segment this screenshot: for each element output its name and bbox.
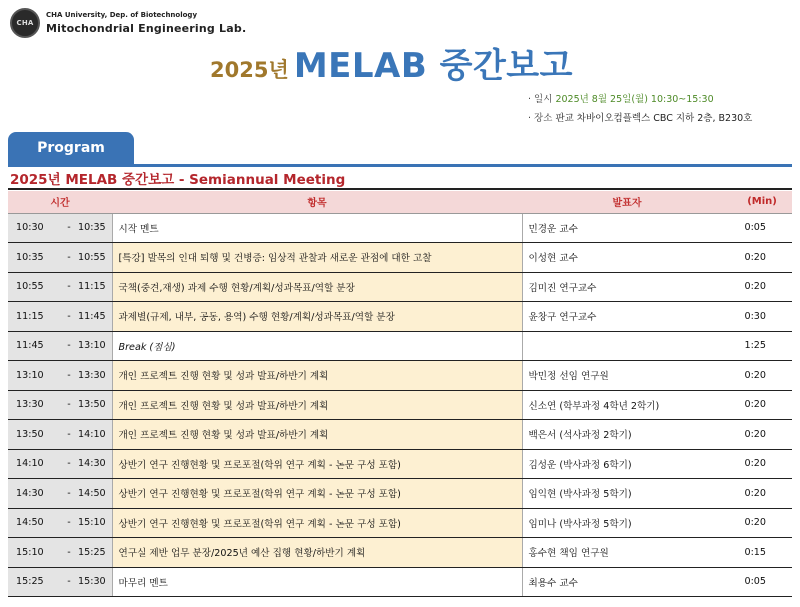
row-presenter: 임미나 (박사과정 5학기) xyxy=(522,508,732,538)
row-duration: 0:20 xyxy=(732,420,792,450)
date-label: · 일시 xyxy=(528,94,553,105)
row-duration: 0:05 xyxy=(732,213,792,243)
row-start-time: 10:30 xyxy=(8,213,62,243)
university-logo-icon: CHA xyxy=(10,8,40,38)
row-start-time: 15:10 xyxy=(8,538,62,568)
row-presenter: 최용수 교수 xyxy=(522,567,732,597)
program-tab: Program xyxy=(8,132,134,164)
table-row xyxy=(8,390,792,420)
row-presenter: 민경운 교수 xyxy=(522,213,732,243)
row-end-time: 10:55 xyxy=(76,243,112,273)
event-info xyxy=(528,90,752,128)
row-presenter: 신소연 (학부과정 4학년 2학기) xyxy=(522,390,732,420)
row-item: 연구실 제반 업무 분장/2025년 예산 집행 현황/하반기 계획 xyxy=(112,538,522,568)
row-end-time: 14:30 xyxy=(76,449,112,479)
schedule-body xyxy=(8,213,792,597)
table-row xyxy=(8,538,792,568)
row-presenter: 이성현 교수 xyxy=(522,243,732,273)
row-duration: 0:20 xyxy=(732,508,792,538)
row-start-time: 10:55 xyxy=(8,272,62,302)
row-item: 상반기 연구 진행현황 및 프로포절(학위 연구 계획 - 논문 구성 포함) xyxy=(112,508,522,538)
date-line xyxy=(528,90,752,109)
row-start-time: 11:45 xyxy=(8,331,62,361)
title-year: 2025년 xyxy=(210,58,289,82)
schedule-table xyxy=(8,191,792,597)
row-time-separator: - xyxy=(62,302,76,332)
row-item: 개인 프로젝트 진행 현황 및 성과 발표/하반기 계획 xyxy=(112,390,522,420)
row-time-separator: - xyxy=(62,243,76,273)
row-time-separator: - xyxy=(62,508,76,538)
row-time-separator: - xyxy=(62,420,76,450)
row-item: 개인 프로젝트 진행 현황 및 성과 발표/하반기 계획 xyxy=(112,420,522,450)
row-duration: 0:30 xyxy=(732,302,792,332)
row-time-separator: - xyxy=(62,538,76,568)
row-presenter: 윤창구 연구교수 xyxy=(522,302,732,332)
table-row xyxy=(8,272,792,302)
table-row xyxy=(8,331,792,361)
row-end-time: 14:50 xyxy=(76,479,112,509)
row-time-separator: - xyxy=(62,272,76,302)
row-end-time: 14:10 xyxy=(76,420,112,450)
row-start-time: 14:30 xyxy=(8,479,62,509)
row-presenter: 김미진 연구교수 xyxy=(522,272,732,302)
place-line xyxy=(528,109,752,128)
row-start-time: 14:10 xyxy=(8,449,62,479)
table-row xyxy=(8,420,792,450)
row-end-time: 15:25 xyxy=(76,538,112,568)
row-end-time: 13:30 xyxy=(76,361,112,391)
table-row xyxy=(8,508,792,538)
row-item: 상반기 연구 진행현황 및 프로포절(학위 연구 계획 - 논문 구성 포함) xyxy=(112,479,522,509)
table-row xyxy=(8,479,792,509)
section-divider xyxy=(8,188,792,190)
row-time-separator: - xyxy=(62,213,76,243)
date-value: 2025년 8월 25일(월) 10:30~15:30 xyxy=(555,94,714,105)
row-time-separator: - xyxy=(62,449,76,479)
row-end-time: 15:10 xyxy=(76,508,112,538)
row-presenter: 홍수현 책임 연구원 xyxy=(522,538,732,568)
row-duration: 0:20 xyxy=(732,272,792,302)
section-title: 2025년 MELAB 중간보고 - Semiannual Meeting xyxy=(10,172,346,188)
row-start-time: 13:30 xyxy=(8,390,62,420)
row-presenter xyxy=(522,331,732,361)
header-time: 시간 xyxy=(8,191,112,213)
row-item: 마무리 멘트 xyxy=(112,567,522,597)
row-time-separator: - xyxy=(62,390,76,420)
document-header xyxy=(0,0,800,130)
row-start-time: 11:15 xyxy=(8,302,62,332)
row-presenter: 임익현 (박사과정 5학기) xyxy=(522,479,732,509)
table-row xyxy=(8,567,792,597)
row-item: 국책(중견,재생) 과제 수행 현황/계획/성과목표/역할 분장 xyxy=(112,272,522,302)
place-value: 판교 차바이오컴플렉스 CBC 지하 2층, B230호 xyxy=(555,113,753,124)
row-end-time: 15:30 xyxy=(76,567,112,597)
table-row xyxy=(8,361,792,391)
university-department: CHA University, Dep. of Biotechnology xyxy=(46,11,198,19)
header-min: (Min) xyxy=(732,191,792,213)
row-time-separator: - xyxy=(62,567,76,597)
row-end-time: 13:10 xyxy=(76,331,112,361)
row-time-separator: - xyxy=(62,331,76,361)
row-start-time: 10:35 xyxy=(8,243,62,273)
row-duration: 0:20 xyxy=(732,390,792,420)
row-item: 과제별(규제, 내부, 공동, 용역) 수행 현황/계획/성과목표/역할 분장 xyxy=(112,302,522,332)
row-time-separator: - xyxy=(62,361,76,391)
row-item: 개인 프로젝트 진행 현황 및 성과 발표/하반기 계획 xyxy=(112,361,522,391)
row-duration: 0:05 xyxy=(732,567,792,597)
row-end-time: 11:45 xyxy=(76,302,112,332)
header-item: 항목 xyxy=(112,191,522,213)
table-row xyxy=(8,302,792,332)
row-time-separator: - xyxy=(62,479,76,509)
row-item: [특강] 발목의 인대 퇴행 및 건병증: 임상적 관찰과 새로운 관점에 대한 고찰 xyxy=(112,243,522,273)
place-label: · 장소 xyxy=(528,113,553,124)
row-start-time: 13:50 xyxy=(8,420,62,450)
row-duration: 0:20 xyxy=(732,243,792,273)
row-duration: 1:25 xyxy=(732,331,792,361)
row-duration: 0:20 xyxy=(732,449,792,479)
row-item: 상반기 연구 진행현황 및 프로포절(학위 연구 계획 - 논문 구성 포함) xyxy=(112,449,522,479)
row-item: Break (점심) xyxy=(112,331,522,361)
row-item: 시작 멘트 xyxy=(112,213,522,243)
table-row xyxy=(8,449,792,479)
table-header-row xyxy=(8,191,792,213)
row-presenter: 백은서 (석사과정 2학기) xyxy=(522,420,732,450)
row-duration: 0:20 xyxy=(732,361,792,391)
tab-divider xyxy=(8,164,792,167)
table-row xyxy=(8,213,792,243)
header-presenter: 발표자 xyxy=(522,191,732,213)
row-start-time: 15:25 xyxy=(8,567,62,597)
row-end-time: 10:35 xyxy=(76,213,112,243)
row-duration: 0:15 xyxy=(732,538,792,568)
table-row xyxy=(8,243,792,273)
row-end-time: 13:50 xyxy=(76,390,112,420)
row-presenter: 박민정 선임 연구원 xyxy=(522,361,732,391)
page-title xyxy=(210,38,573,87)
row-start-time: 13:10 xyxy=(8,361,62,391)
row-end-time: 11:15 xyxy=(76,272,112,302)
lab-name: Mitochondrial Engineering Lab. xyxy=(46,22,247,35)
row-presenter: 김성운 (박사과정 6학기) xyxy=(522,449,732,479)
row-start-time: 14:50 xyxy=(8,508,62,538)
row-duration: 0:20 xyxy=(732,479,792,509)
title-name: MELAB 중간보고 xyxy=(293,46,573,86)
